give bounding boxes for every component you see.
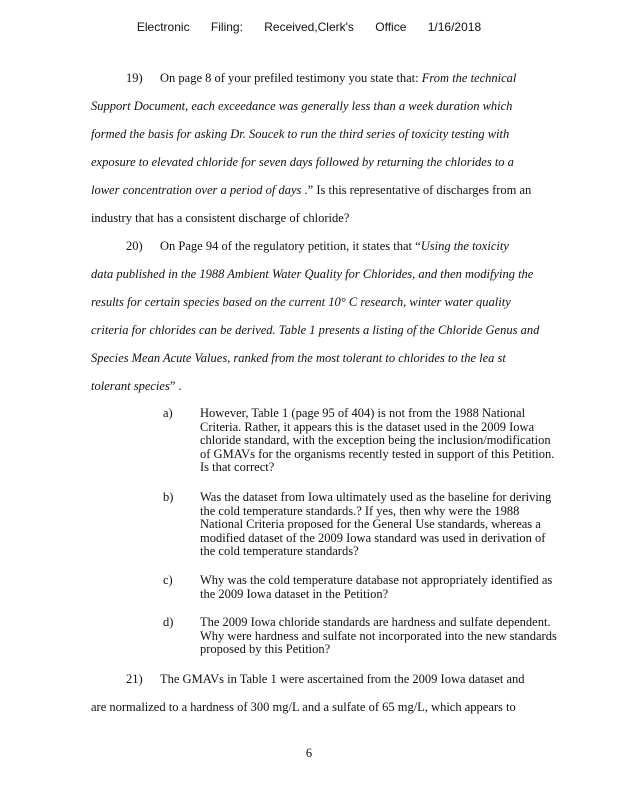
sub-label: c) [163,573,173,587]
sub-text: However, Table 1 (page 95 of 404) is not from the 1988 National Criteria. Rather, it appears this is the dataset used in the 2009 Iowa chloride standard, with the exception being the inclusion/modification of GMAVs for the organisms recently tested in support of this Petition. Is that correct? [200,406,555,474]
q20-line-5: Species Mean Acute Values, ranked from the most tolerant to chlorides to the lea st [91,351,506,365]
q19-number: 19) [126,71,143,85]
q20-line-4: criteria for chlorides can be derived. Table 1 presents a listing of the Chloride Genus and [91,323,540,337]
q19-line-4: exposure to elevated chloride for seven days followed by returning the chlorides to a [91,155,514,169]
header-date: 1/16/2018 [427,20,482,34]
q19-line-6: industry that has a consistent discharge of chloride? [91,211,350,225]
q19-line-2: Support Document, each exceedance was generally less than a week duration which [91,99,513,113]
sub-text: The 2009 Iowa chloride standards are hardness and sulfate dependent. Why were hardness and sulfate not incorporated into the new standards proposed by this Petition? [200,615,557,656]
header-filing: Filing: [210,20,243,34]
page-number: 6 [305,746,313,760]
q21-number: 21) [126,672,143,686]
sub-label: d) [163,615,174,629]
q20-line-1: 20) On Page 94 of the regulatory petition, it states that “Using the toxicity [126,239,509,253]
sub-label: b) [163,490,174,504]
q21-line-1: 21) The GMAVs in Table 1 were ascertained from the 2009 Iowa dataset and [126,672,525,686]
header-office: Office [375,20,407,34]
sub-label: a) [163,406,173,420]
q20-line-3: results for certain species based on the current 10° C research, winter water quality [91,295,511,309]
header-received: Received,Clerk's [264,20,354,34]
q20-number: 20) [126,239,143,253]
q20-line-6: tolerant species” . [91,379,182,393]
sub-text: Why was the cold temperature database not appropriately identified as the 2009 Iowa dataset in the Petition? [200,573,553,601]
q19-line-5: lower concentration over a period of days .” Is this representative of discharges from an [91,183,532,197]
sub-text: Was the dataset from Iowa ultimately used as the baseline for deriving the cold temperature standards.? If yes, then why were the 1988 National Criteria proposed for the General Use standards, whereas a modified dataset of the 2009 Iowa standard was used in derivation of the cold temperature standards? [200,490,552,558]
q20-line-2: data published in the 1988 Ambient Water Quality for Chlorides, and then modifying the [91,267,534,281]
q19-line-3: formed the basis for asking Dr. Soucek to run the third series of toxicity testing with [91,127,510,141]
header-electronic: Electronic [136,20,190,34]
filing-header [0,20,618,34]
q19-line-1: 19) On page 8 of your prefiled testimony you state that: From the technical [126,71,517,85]
q21-line-2: are normalized to a hardness of 300 mg/L and a sulfate of 65 mg/L, which appears to [91,700,516,714]
